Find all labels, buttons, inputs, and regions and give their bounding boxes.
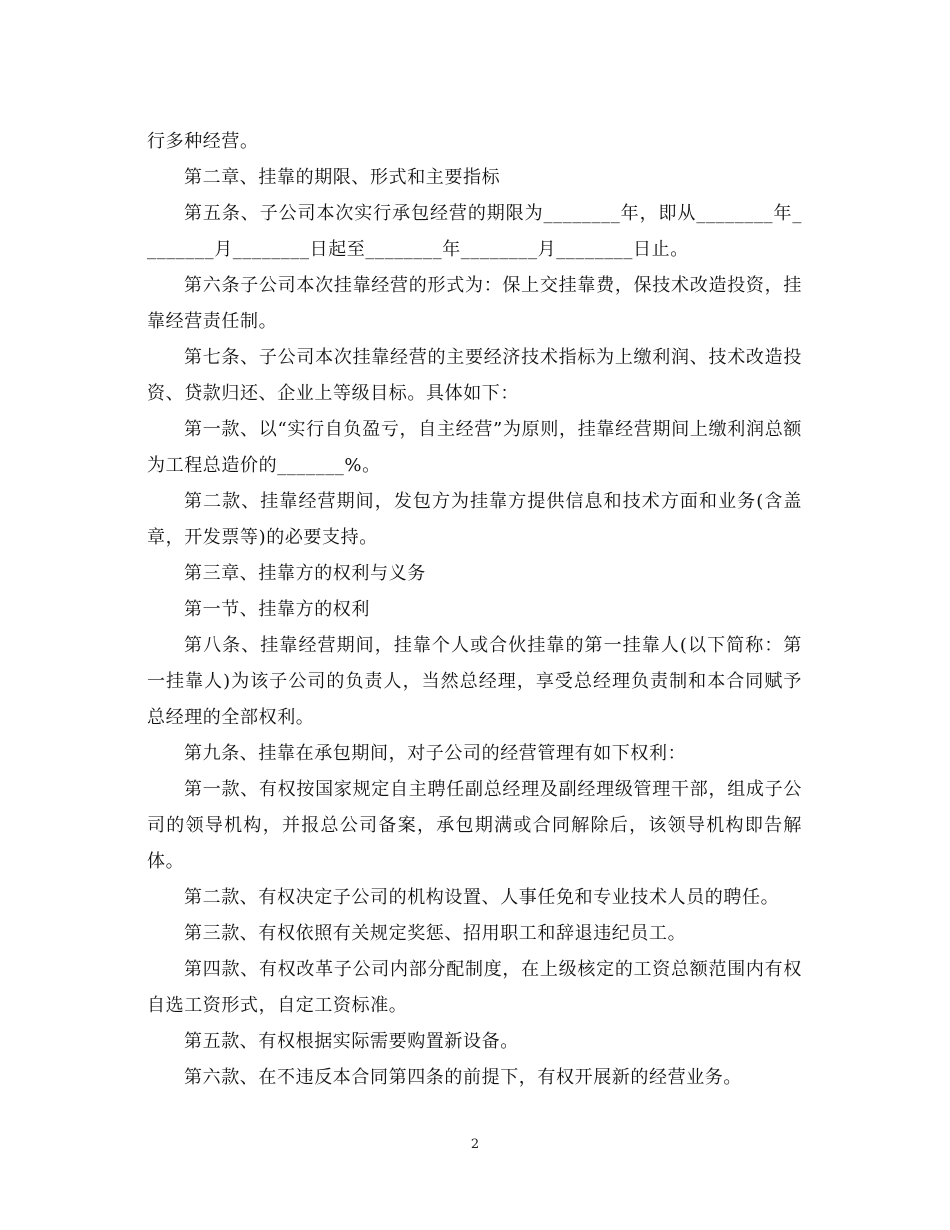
chapter-heading-3: 第三章、挂靠方的权利与义务 [184, 563, 426, 584]
paragraph-continuation: 行多种经营。 [147, 131, 259, 152]
article-9: 第九条、挂靠在承包期间，对子公司的经营管理有如下权利： [184, 743, 687, 764]
document-body [147, 124, 802, 1096]
article-9-clause-1: 第一款、有权按国家规定自主聘任副总经理及副经理级管理干部，组成子公司的领导机构，并报总公司备案，承包期满或合同解除后，该领导机构即告解体。 [147, 779, 802, 872]
article-6: 第六条子公司本次挂靠经营的形式为：保上交挂靠费，保技术改造投资，挂靠经营责任制。 [147, 275, 802, 332]
chapter-heading-2: 第二章、挂靠的期限、形式和主要指标 [184, 167, 501, 188]
article-9-clause-3: 第三款、有权依照有关规定奖惩、招用职工和辞退违纪员工。 [184, 923, 687, 944]
article-9-clause-5: 第五款、有权根据实际需要购置新设备。 [184, 1031, 519, 1052]
article-7-clause-2: 第二款、挂靠经营期间，发包方为挂靠方提供信息和技术方面和业务(含盖章，开发票等)的必要支持。 [147, 491, 802, 548]
article-5: 第五条、子公司本次实行承包经营的期限为________年，即从________年________月________日起至________年________月________日止。 [147, 203, 802, 260]
article-9-clause-4: 第四款、有权改革子公司内部分配制度，在上级核定的工资总额范围内有权自选工资形式，自定工资标准。 [147, 959, 802, 1016]
page-number: 2 [470, 1137, 480, 1152]
article-8: 第八条、挂靠经营期间，挂靠个人或合伙挂靠的第一挂靠人(以下简称：第一挂靠人)为该子公司的负责人，当然总经理，享受总经理负责制和本合同赋予总经理的全部权利。 [147, 635, 802, 728]
article-7-clause-1: 第一款、以“实行自负盈亏，自主经营”为原则，挂靠经营期间上缴利润总额为工程总造价的_______%。 [147, 419, 802, 476]
article-9-clause-2: 第二款、有权决定子公司的机构设置、人事任免和专业技术人员的聘任。 [184, 887, 780, 908]
article-7: 第七条、子公司本次挂靠经营的主要经济技术指标为上缴利润、技术改造投资、贷款归还、企业上等级目标。具体如下： [147, 347, 802, 404]
section-heading-1: 第一节、挂靠方的权利 [184, 599, 370, 620]
article-9-clause-6: 第六款、在不违反本合同第四条的前提下，有权开展新的经营业务。 [184, 1067, 742, 1088]
